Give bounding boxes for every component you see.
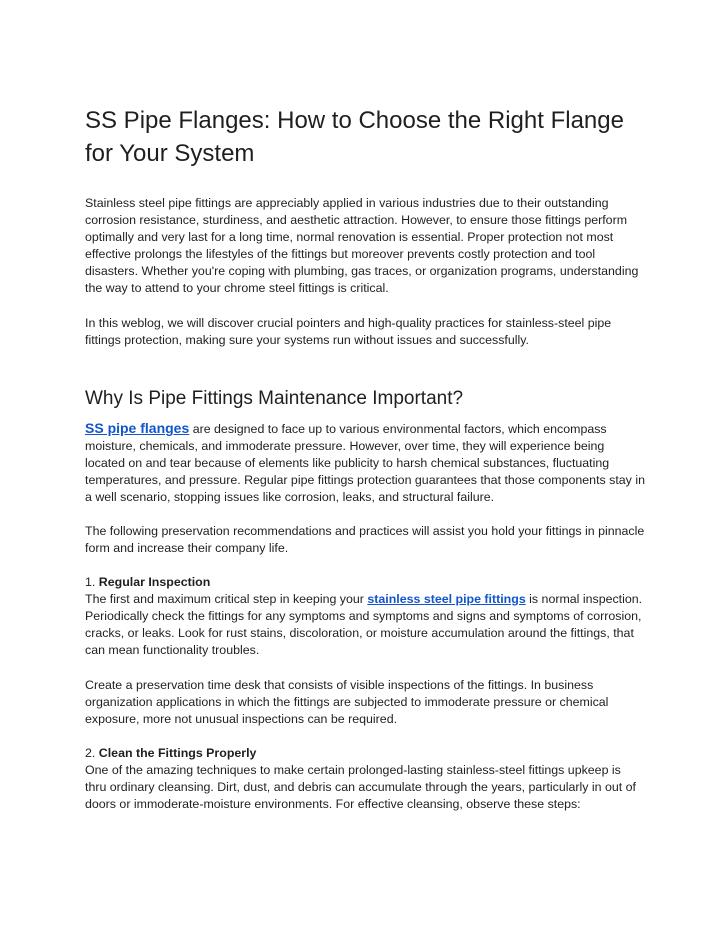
- section-paragraph-1-text: are designed to face up to various environmental factors, which encompass moisture, chemicals, and immoderate pressure. However, over time, they will experience being located on and tear because of elements like publicity to harsh chemical substances, fluctuating temperatures, and pressure. Regular pipe fittings protection guarantees that those components stay in a well scenario, stopping issues like corrosion, leaks, and structural failure.: [85, 422, 645, 504]
- section-paragraph-1: [85, 420, 645, 506]
- item-text-after: is normal inspection. Periodically check the fittings for any symptoms and symptoms and signs and symptoms of corrosion, cracks, or leaks. Look for rust stains, discoloration, or moisture accumulation around the fittings, that can mean functionality troubles.: [85, 592, 643, 657]
- section-paragraph-2: The following preservation recommendations and practices will assist you hold your fittings in pinnacle form and increase their company life.: [85, 524, 645, 555]
- ss-pipe-flanges-link[interactable]: SS pipe flanges: [85, 420, 190, 436]
- intro-paragraph-1: Stainless steel pipe fittings are appreciably applied in various industries due to their outstanding corrosion resistance, sturdiness, and aesthetic attraction. However, to ensure those fittings perform optimally and very last for a long time, normal renovation is essential. Proper protection not most effective prolongs the lifestyles of the fittings but moreover prevents costly protection and tool disasters. Whether you're coping with plumbing, gas traces, or organization programs, understanding the way to attend to your chrome steel fittings is critical.: [85, 196, 639, 295]
- stainless-steel-pipe-fittings-link[interactable]: stainless steel pipe fittings: [367, 592, 526, 606]
- list-item-regular-inspection: [85, 574, 645, 659]
- intro-paragraph-2: In this weblog, we will discover crucial pointers and high-quality practices for stainless-steel pipe fittings protection, making sure your systems run without issues and successfully.: [85, 316, 612, 347]
- item-title: Regular Inspection: [98, 575, 211, 589]
- page-title: SS Pipe Flanges: How to Choose the Right Flange for Your System: [85, 107, 624, 167]
- item-text-before: The first and maximum critical step in keeping your: [85, 592, 368, 606]
- section-heading: Why Is Pipe Fittings Maintenance Important?: [85, 388, 464, 409]
- section-paragraph-3: Create a preservation time desk that consists of visible inspections of the fittings. In business organization applications in which the fittings are subjected to immoderate pressure or chemical exposure, more not unusual inspections can be required.: [85, 678, 609, 726]
- item-number: 2.: [85, 746, 99, 760]
- item-text: One of the amazing techniques to make certain prolonged-lasting stainless-steel fittings upkeep is thru ordinary cleansing. Dirt, dust, and debris can accumulate through the years, particularly in out of doors or immoderate-moisture environments. For effective cleansing, observe these steps:: [85, 763, 636, 811]
- item-number: 1.: [85, 575, 99, 589]
- item-title: Clean the Fittings Properly: [98, 746, 257, 760]
- list-item-clean-fittings: [85, 745, 645, 813]
